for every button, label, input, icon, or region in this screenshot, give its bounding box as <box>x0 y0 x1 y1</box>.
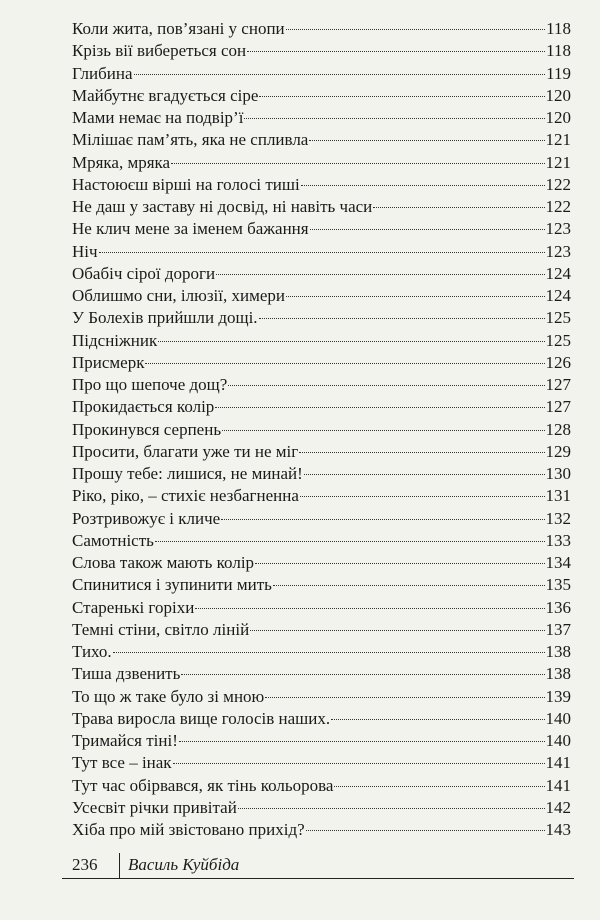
dot-leader <box>216 274 544 275</box>
page-number: 236 <box>72 855 98 874</box>
table-of-contents <box>72 18 571 841</box>
toc-entry <box>72 619 571 641</box>
toc-entry <box>72 330 571 352</box>
toc-entry-page: 127 <box>545 397 571 417</box>
toc-entry-page: 126 <box>545 352 571 372</box>
toc-entry-page: 140 <box>545 731 571 750</box>
toc-entry-page: 119 <box>546 63 571 83</box>
toc-entry <box>72 107 571 129</box>
toc-entry-title: Не даш у заставу ні досвід, ні навіть часи <box>72 197 373 216</box>
toc-entry-page: 139 <box>545 686 571 706</box>
dot-leader <box>255 563 544 564</box>
toc-entry-title: Слова також мають колір <box>72 553 255 572</box>
toc-entry-title: Мами немає на подвір’ї <box>72 108 244 127</box>
dot-leader <box>250 630 544 631</box>
toc-entry <box>72 752 571 774</box>
toc-entry-title: У Болехів прийшли дощі. <box>72 308 258 328</box>
toc-entry <box>72 686 571 708</box>
author-name: Василь Куйбіда <box>128 855 240 874</box>
toc-entry <box>72 152 571 174</box>
dot-leader <box>215 407 544 408</box>
toc-entry-page: 121 <box>545 130 571 150</box>
dot-leader <box>331 719 544 720</box>
toc-entry-page: 123 <box>545 219 571 239</box>
dot-leader <box>158 341 544 342</box>
dot-leader <box>179 741 545 742</box>
dot-leader <box>244 118 544 119</box>
toc-entry-title: Тут все – інак <box>72 753 172 773</box>
dot-leader <box>145 363 544 364</box>
toc-entry-page: 141 <box>545 753 571 773</box>
toc-entry <box>72 218 571 240</box>
toc-entry-title: Розтривожує і кличе <box>72 508 221 528</box>
toc-entry-title: Усесвіт річки привітай <box>72 797 237 817</box>
toc-entry-page: 128 <box>545 419 571 439</box>
toc-entry-title: Крізь вії вибереться сон <box>72 41 247 61</box>
toc-entry <box>72 285 571 307</box>
toc-entry-page: 120 <box>545 108 571 127</box>
toc-entry-title: Про що шепоче дощ? <box>72 375 228 394</box>
dot-leader <box>301 185 545 186</box>
toc-entry-title: Обабіч сірої дороги <box>72 263 216 283</box>
toc-entry-title: Не клич мене за іменем бажання <box>72 219 309 239</box>
dot-leader <box>265 697 544 698</box>
dot-leader <box>181 674 544 675</box>
toc-entry-page: 138 <box>545 664 571 684</box>
toc-entry-page: 136 <box>545 597 571 617</box>
toc-entry-page: 138 <box>545 642 571 661</box>
toc-entry-page: 134 <box>545 553 571 572</box>
toc-entry <box>72 263 571 285</box>
toc-entry <box>72 129 571 151</box>
toc-entry <box>72 63 571 85</box>
toc-entry <box>72 663 571 685</box>
toc-entry-page: 133 <box>545 530 571 550</box>
toc-entry <box>72 797 571 819</box>
toc-entry-title: Просити, благати уже ти не міг <box>72 441 299 461</box>
toc-entry <box>72 307 571 329</box>
toc-entry-page: 142 <box>545 797 571 817</box>
toc-entry-page: 127 <box>545 375 571 394</box>
toc-entry-page: 140 <box>545 708 571 728</box>
toc-entry-page: 122 <box>545 197 571 216</box>
footer-rule <box>62 878 574 879</box>
toc-entry-page: 124 <box>545 263 571 283</box>
dot-leader <box>195 608 544 609</box>
toc-entry-title: Хіба про мій звістовано прихід? <box>72 820 305 839</box>
toc-entry-title: Темні стіни, світло ліній <box>72 619 250 639</box>
toc-entry-title: Самотність <box>72 530 154 550</box>
toc-entry <box>72 374 571 396</box>
toc-entry-title: Тихо. <box>72 642 112 661</box>
toc-entry-page: 118 <box>546 41 571 61</box>
toc-entry-page: 121 <box>545 152 571 172</box>
toc-entry-page: 118 <box>546 19 571 38</box>
dot-leader <box>173 763 545 764</box>
toc-entry <box>72 40 571 62</box>
dot-leader <box>286 296 545 297</box>
toc-entry-title: Спинитися і зупинити мить <box>72 575 272 595</box>
toc-entry-title: Настоюєш вірші на голосі тиші <box>72 174 300 194</box>
toc-entry-title: То що ж таке було зі мною <box>72 686 265 706</box>
toc-entry <box>72 552 571 574</box>
toc-entry <box>72 196 571 218</box>
dot-leader <box>99 252 545 253</box>
toc-entry-page: 129 <box>545 441 571 461</box>
toc-entry <box>72 708 571 730</box>
toc-entry-title: Ніч <box>72 241 98 261</box>
toc-entry-title: Тиша дзвенить <box>72 664 181 684</box>
dot-leader <box>171 163 544 164</box>
dot-leader <box>228 385 544 386</box>
toc-entry <box>72 485 571 507</box>
toc-entry <box>72 574 571 596</box>
toc-entry <box>72 174 571 196</box>
toc-entry-page: 141 <box>545 775 571 795</box>
toc-entry-title: Трава виросла вище голосів наших. <box>72 708 331 728</box>
toc-entry-title: Старенькі горіхи <box>72 597 195 617</box>
toc-entry-page: 130 <box>545 464 571 483</box>
dot-leader <box>113 652 545 653</box>
footer-divider <box>119 853 120 879</box>
toc-entry-title: Мілішає пам’ять, яка не спливла <box>72 130 309 150</box>
toc-entry <box>72 85 571 107</box>
toc-entry-title: Прошу тебе: лишися, не минай! <box>72 464 303 483</box>
dot-leader <box>222 430 544 431</box>
toc-entry-title: Мряка, мряка <box>72 152 171 172</box>
toc-entry <box>72 463 571 485</box>
dot-leader <box>221 519 544 520</box>
dot-leader <box>300 496 545 497</box>
toc-entry-page: 132 <box>545 508 571 528</box>
toc-entry <box>72 597 571 619</box>
toc-entry-title: Тут час обірвався, як тінь кольорова <box>72 775 334 795</box>
dot-leader <box>259 318 545 319</box>
dot-leader <box>134 74 546 75</box>
dot-leader <box>238 808 545 809</box>
dot-leader <box>286 29 545 30</box>
dot-leader <box>247 51 545 52</box>
dot-leader <box>309 140 544 141</box>
toc-entry-page: 122 <box>545 174 571 194</box>
dot-leader <box>259 96 544 97</box>
toc-entry-title: Глибина <box>72 63 133 83</box>
toc-entry-page: 135 <box>545 575 571 595</box>
page-footer <box>62 851 574 881</box>
dot-leader <box>155 541 545 542</box>
toc-entry-page: 120 <box>545 85 571 105</box>
toc-entry-title: Прокинувся серпень <box>72 419 222 439</box>
toc-entry-title: Тримайся тіні! <box>72 731 178 750</box>
toc-entry <box>72 396 571 418</box>
dot-leader <box>310 229 545 230</box>
toc-entry <box>72 441 571 463</box>
toc-entry-page: 137 <box>545 619 571 639</box>
toc-entry <box>72 530 571 552</box>
toc-entry-title: Майбутнє вгадується сіре <box>72 85 259 105</box>
dot-leader <box>299 452 544 453</box>
toc-entry-page: 125 <box>545 308 571 328</box>
toc-entry-page: 143 <box>545 820 571 839</box>
toc-entry-title: Коли жита, пов’язані у снопи <box>72 19 285 38</box>
toc-entry <box>72 241 571 263</box>
toc-entry-page: 124 <box>545 286 571 305</box>
dot-leader <box>306 830 545 831</box>
toc-entry-title: Ріко, ріко, – стихіє незбагненна <box>72 486 299 506</box>
dot-leader <box>373 207 544 208</box>
toc-entry <box>72 508 571 530</box>
toc-entry <box>72 641 571 663</box>
toc-entry-title: Присмерк <box>72 352 145 372</box>
toc-entry <box>72 819 571 841</box>
toc-entry <box>72 18 571 40</box>
toc-entry-title: Прокидається колір <box>72 397 215 417</box>
toc-entry-title: Підсніжник <box>72 330 158 350</box>
toc-entry-title: Облишмо сни, ілюзії, химери <box>72 286 285 305</box>
toc-entry-page: 123 <box>545 241 571 261</box>
toc-entry-page: 131 <box>545 486 571 506</box>
toc-entry <box>72 352 571 374</box>
toc-entry <box>72 730 571 752</box>
toc-entry-page: 125 <box>545 330 571 350</box>
toc-entry <box>72 419 571 441</box>
dot-leader <box>304 474 545 475</box>
dot-leader <box>273 585 545 586</box>
toc-entry <box>72 775 571 797</box>
dot-leader <box>334 786 544 787</box>
